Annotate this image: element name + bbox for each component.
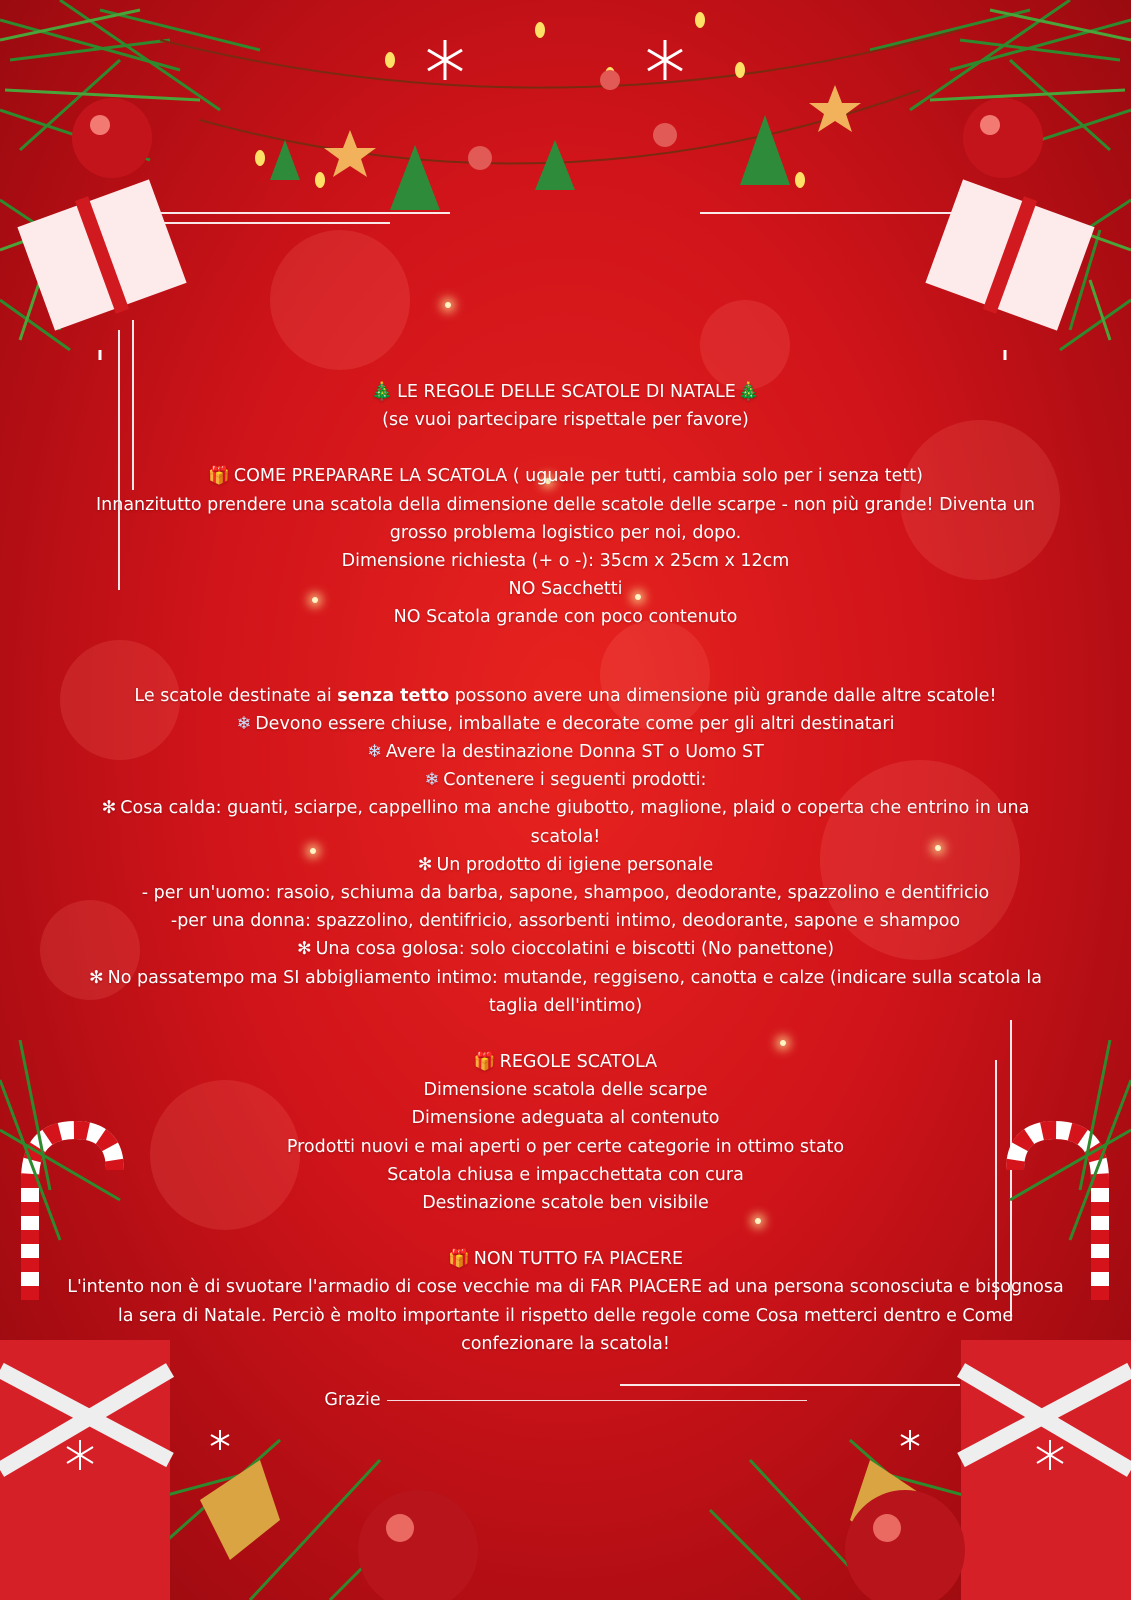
light-bulbs <box>255 12 805 188</box>
homeless-intro: Le scatole destinate ai senza tetto possono avere una dimensione più grande dalle altre scatole! <box>134 685 997 706</box>
closing-thanks: Grazie <box>324 1390 381 1411</box>
closing-line <box>40 1386 1091 1414</box>
section-heading-pleasure: 🎁 NON TUTTO FA PIACERE <box>40 1245 1091 1273</box>
prepare-no-bags: NO Sacchetti <box>508 579 623 600</box>
product-item-cont: scatola! <box>530 826 601 847</box>
gift-icon: 🎁 <box>208 466 230 487</box>
title-line <box>40 378 1091 406</box>
prepare-text: Innanzitutto prendere una scatola della dimensione delle scatole delle scarpe - non più grande! Diventa un <box>95 494 1036 515</box>
rule-item: Scatola chiusa e impacchettata con cura <box>387 1164 744 1185</box>
gift-box-icons <box>17 179 1094 330</box>
product-item: ✻ Cosa calda: guanti, sciarpe, cappellino ma anche giubotto, maglione, plaid o coperta che entrino in una <box>40 794 1091 822</box>
pleasure-text: confezionare la scatola! <box>461 1333 670 1354</box>
top-garland-decoration <box>0 0 1131 360</box>
product-detail: -per una donna: spazzolino, dentifricio, assorbenti intimo, deodorante, sapone e shampoo <box>170 911 961 932</box>
small-flake-icon: ✻ <box>417 854 433 875</box>
section-heading-prepare: 🎁 COME PREPARARE LA SCATOLA ( uguale per tutti, cambia solo per i senza tett) <box>40 462 1091 490</box>
signature-line <box>387 1400 807 1401</box>
gift-icon: 🎁 <box>447 1249 470 1270</box>
snowflakes-bottom <box>67 1430 1063 1470</box>
christmas-tree-icon: 🎄 <box>737 382 760 402</box>
product-item: ✻ Un prodotto di igiene personale <box>40 851 1091 879</box>
homeless-bold: senza tetto <box>337 685 450 706</box>
small-flake-icon: ✻ <box>101 798 117 819</box>
subtitle: (se vuoi partecipare rispettale per favore) <box>382 410 749 431</box>
homeless-item: ❄ Avere la destinazione Donna ST o Uomo ST <box>40 738 1091 766</box>
snowflake-icon: ❄ <box>367 742 382 763</box>
pleasure-text: L'intento non è di svuotare l'armadio di cose vecchie ma di FAR PIACERE ad una persona sconosciuta e bisognosa <box>67 1277 1064 1298</box>
section-heading-rules: 🎁 REGOLE SCATOLA <box>40 1048 1091 1076</box>
product-detail: - per un'uomo: rasoio, schiuma da barba, sapone, shampoo, deodorante, spazzolino e dentifricio <box>141 883 990 904</box>
rule-item: Prodotti nuovi e mai aperti o per certe categorie in ottimo stato <box>286 1136 845 1157</box>
product-item: ✻ No passatempo ma SI abbigliamento intimo: mutande, reggiseno, canotta e calze (indicare sulla scatola la <box>40 964 1091 992</box>
prepare-no-big-box: NO Scatola grande con poco contenuto <box>393 607 738 628</box>
prepare-text: grosso problema logistico per noi, dopo. <box>389 522 742 543</box>
string-lights <box>160 30 960 88</box>
snowflake-icon: ❄ <box>424 770 440 791</box>
gold-bows <box>200 1460 930 1560</box>
homeless-item: ❄ Devono essere chiuse, imballate e decorate come per gli altri destinatari <box>40 710 1091 738</box>
page-title: LE REGOLE DELLE SCATOLE DI NATALE <box>397 382 736 402</box>
ornament-balls-bottom <box>358 1490 965 1600</box>
homeless-item: ❄ Contenere i seguenti prodotti: <box>40 766 1091 794</box>
gift-icon: 🎁 <box>473 1052 496 1073</box>
pleasure-text: la sera di Natale. Perciò è molto importante il rispetto delle regole come Cosa metterci dentro e Come <box>117 1305 1014 1326</box>
rules-text-block <box>40 378 1091 1414</box>
product-item: ✻ Una cosa golosa: solo cioccolatini e biscotti (No panettone) <box>40 935 1091 963</box>
string-lights <box>200 90 920 163</box>
rule-item: Dimensione scatola delle scarpe <box>423 1080 708 1101</box>
rule-item: Dimensione adeguata al contenuto <box>411 1108 720 1129</box>
prepare-dimensions: Dimensione richiesta (+ o -): 35cm x 25cm x 12cm <box>341 551 790 572</box>
small-flake-icon: ✻ <box>88 967 104 988</box>
rule-item: Destinazione scatole ben visibile <box>422 1193 709 1214</box>
product-item-cont: taglia dell'intimo) <box>488 995 643 1016</box>
small-flake-icon: ✻ <box>296 939 312 960</box>
christmas-tree-icon: 🎄 <box>371 382 394 402</box>
snowflake-icon: ❄ <box>236 713 252 734</box>
